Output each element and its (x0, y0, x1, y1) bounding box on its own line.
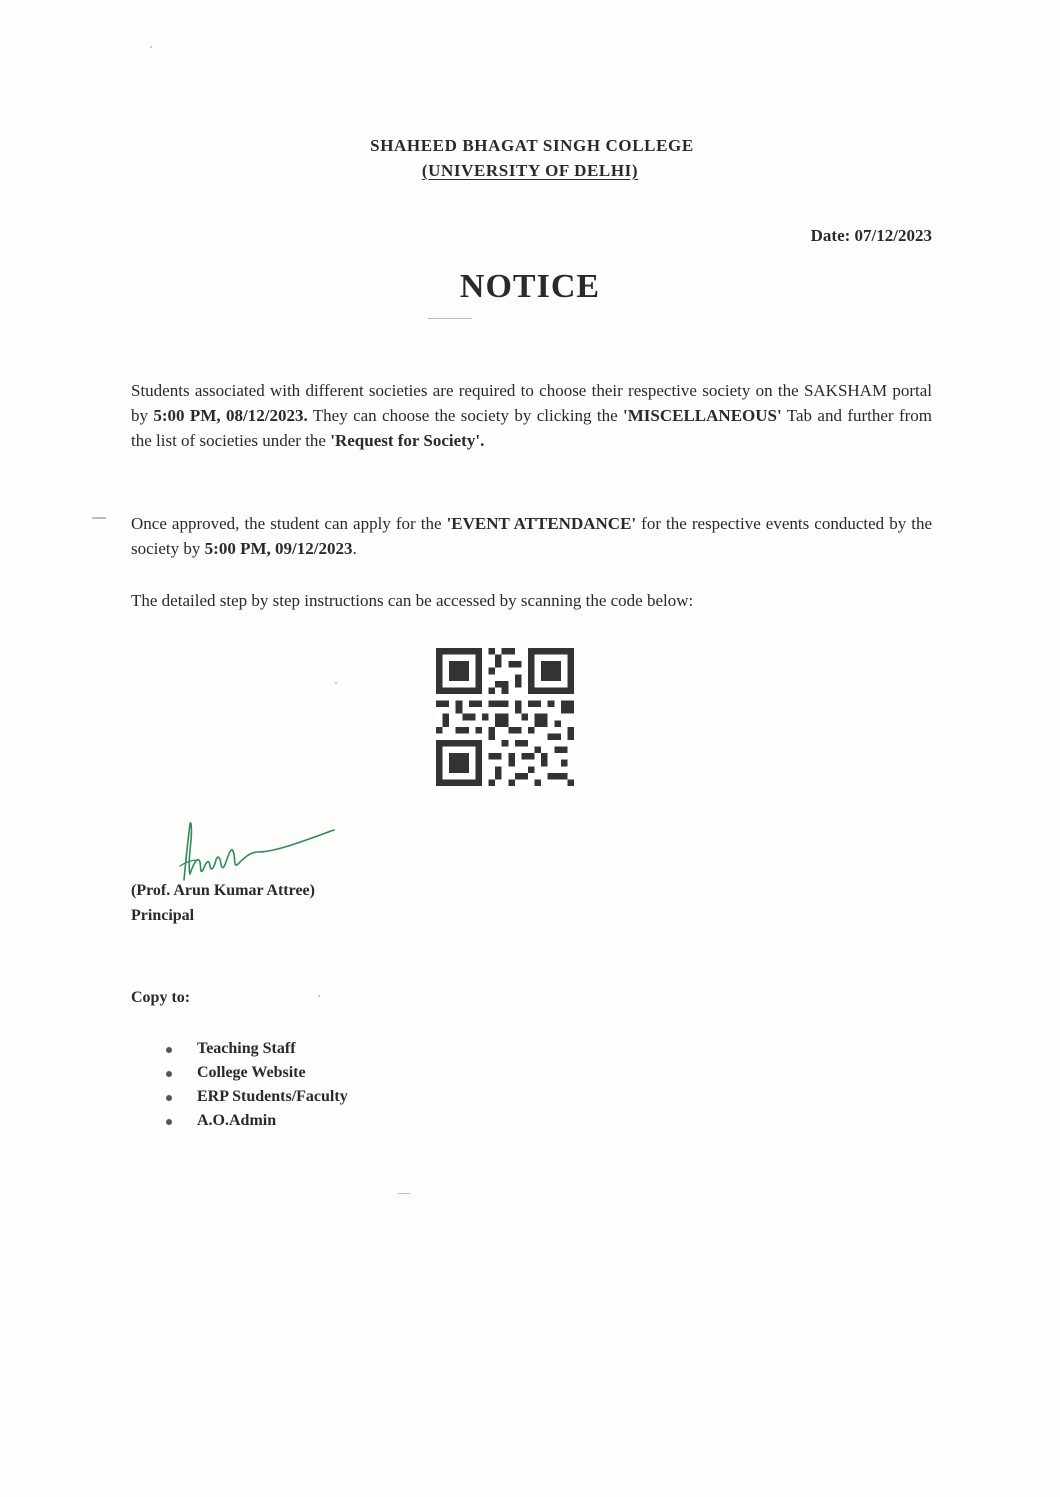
bullet-icon (166, 1119, 172, 1125)
scan-speck (335, 682, 337, 684)
qr-code-icon[interactable] (436, 648, 574, 786)
paragraph-instructions: The detailed step by step instructions can be accessed by scanning the code below: (131, 591, 694, 610)
paragraph-text: Once approved, the student can apply for the (131, 514, 447, 533)
list-item-label: Teaching Staff (197, 1040, 296, 1057)
paragraph-event-attendance (131, 511, 932, 561)
signatory-title: Principal (131, 907, 195, 924)
scan-speck (428, 318, 472, 319)
paragraph-text: Students associated with different societies are required to choose their respective society on the SAKSHAM portal by (131, 381, 932, 425)
bullet-icon (166, 1095, 172, 1101)
university-name: (UNIVERSITY OF DELHI) (421, 161, 639, 180)
copy-to-label: Copy to: (131, 989, 191, 1006)
college-name: SHAHEED BHAGAT SINGH COLLEGE (370, 136, 694, 155)
bullet-icon (166, 1047, 172, 1053)
list-item-label: College Website (197, 1064, 306, 1081)
paragraph-text: for the respective events conducted by the society by (131, 514, 933, 558)
list-item-label: ERP Students/Faculty (197, 1088, 348, 1105)
notice-date: Date: 07/12/2023 (810, 226, 932, 245)
scan-speck (318, 995, 320, 997)
list-item (160, 1109, 348, 1133)
paragraph-text: . (352, 539, 357, 558)
scan-speck (150, 46, 152, 48)
paragraph-text: They can choose the society by clicking the (307, 406, 624, 425)
list-item-label: A.O.Admin (197, 1112, 277, 1129)
scan-speck (398, 1193, 410, 1194)
event-attendance-text: 'EVENT ATTENDANCE' (446, 514, 637, 533)
list-item (160, 1061, 348, 1085)
scan-speck (92, 517, 106, 519)
list-item (160, 1085, 348, 1109)
paragraph-text: Tab and further from the list of societies under the (131, 406, 933, 450)
list-item (160, 1037, 348, 1061)
notice-title: NOTICE (459, 268, 601, 305)
signatory-name: (Prof. Arun Kumar Attree) (131, 882, 315, 899)
paragraph-society-selection (131, 378, 932, 453)
letterhead (0, 133, 1060, 183)
bullet-icon (166, 1071, 172, 1077)
deadline-text: 5:00 PM, 09/12/2023 (204, 539, 353, 558)
copy-to-list (160, 1037, 348, 1133)
deadline-text: 5:00 PM, 08/12/2023. (153, 406, 308, 425)
menu-name-text: 'Request for Society'. (330, 431, 485, 450)
tab-name-text: 'MISCELLANEOUS' (623, 406, 782, 425)
signatory-block (131, 878, 315, 928)
